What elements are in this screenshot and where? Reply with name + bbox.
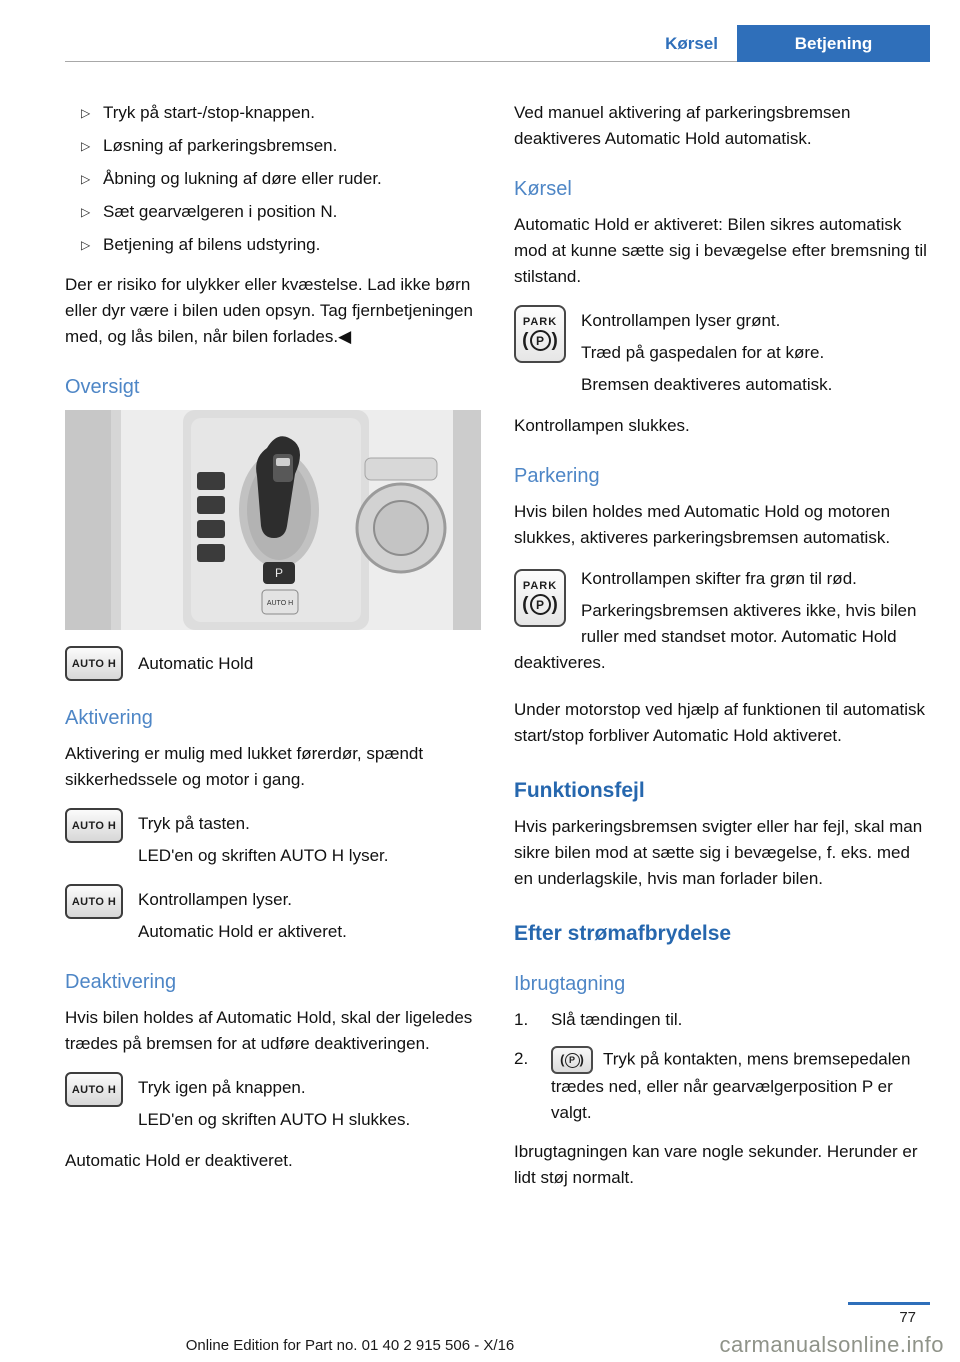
step-text: Kontrollampen skifter fra grøn til rød. bbox=[581, 569, 857, 588]
step-text: Parkeringsbremsen aktiveres ikke, hvis bilen ruller med standset motor. Automatic Hold deaktiveres. bbox=[514, 601, 917, 672]
watermark-text: carmanualsonline.info bbox=[719, 1332, 944, 1357]
right-column bbox=[514, 100, 930, 1204]
list-item bbox=[65, 199, 481, 225]
list-item bbox=[65, 133, 481, 159]
park-indicator-icon: PARK ( P ) bbox=[514, 305, 566, 363]
deactivation-intro: Hvis bilen holdes af Automatic Hold, skal der ligeledes trædes på bremsen for at udføre deaktiveringen. bbox=[65, 1008, 473, 1053]
step-text: Træd på gaspedalen for at køre. bbox=[581, 343, 825, 362]
list-item bbox=[65, 232, 481, 258]
step-text: LED'en og skriften AUTO H lyser. bbox=[138, 846, 389, 865]
svg-text:AUTO H: AUTO H bbox=[266, 600, 294, 607]
parking-brake-switch-icon: ( P ) bbox=[551, 1046, 593, 1074]
park-indicator-icon: PARK ( P ) bbox=[514, 569, 566, 627]
activation-step-1 bbox=[65, 808, 481, 869]
list-item-text: Sæt gearvælgeren i position N. bbox=[103, 202, 338, 221]
heading-funktionsfejl: Funktionsfejl bbox=[514, 779, 645, 802]
heading-koersel: Kørsel bbox=[514, 178, 572, 200]
step-text: Slå tændingen til. bbox=[551, 1010, 683, 1029]
edition-note: Online Edition for Part no. 01 40 2 915 506 - X/16 bbox=[185, 1337, 515, 1354]
driving-intro: Automatic Hold er aktiveret: Bilen sikres automatisk mod at kunne sætte sig i bevægelse efter bremsning til stilstand. bbox=[514, 215, 927, 286]
numbered-step-2 bbox=[514, 1046, 930, 1126]
triangle-bullet-icon: ▷ bbox=[81, 139, 91, 153]
caption-row bbox=[65, 646, 481, 681]
heading-oversigt: Oversigt bbox=[65, 376, 140, 398]
list-item bbox=[65, 100, 481, 126]
triangle-bullet-icon: ▷ bbox=[81, 238, 91, 252]
manual-brake-note: Ved manuel aktivering af parkeringsbremsen deaktiveres Automatic Hold automatisk. bbox=[514, 103, 851, 148]
heading-aktivering: Aktivering bbox=[65, 707, 153, 729]
step-number: 1. bbox=[514, 1010, 529, 1029]
warning-paragraph: Der er risiko for ulykker eller kvæstelse. Lad ikke børn eller dyr være i bilen uden opsyn. Tag fjernbetjeningen med, og lås bilen, når bilen forlades.◀ bbox=[65, 275, 473, 346]
page-header bbox=[65, 25, 930, 62]
image-caption: Automatic Hold bbox=[138, 653, 254, 673]
activation-step-2 bbox=[65, 884, 481, 945]
heading-parkering: Parkering bbox=[514, 465, 600, 487]
heading-efter-stroemafbrydelse: Efter strømafbrydelse bbox=[514, 922, 732, 945]
deactivation-step-1 bbox=[65, 1072, 481, 1133]
deactivation-outro: Automatic Hold er deaktiveret. bbox=[65, 1151, 293, 1170]
step-text: Tryk igen på knappen. bbox=[138, 1078, 306, 1097]
auto-h-button-icon: AUTO H bbox=[65, 808, 123, 843]
activation-intro: Aktivering er mulig med lukket førerdør, spændt sikkerhedssele og motor i gang. bbox=[65, 744, 424, 789]
step-text: Kontrollampen lyser. bbox=[138, 890, 293, 909]
chapter-tab bbox=[737, 25, 930, 62]
auto-h-button-icon: AUTO H bbox=[65, 1072, 123, 1107]
step-text: Tryk på tasten. bbox=[138, 814, 250, 833]
step-text: Tryk på kontakten, mens bremsepedalen trædes ned, eller når gearvælgerposition P er valgt. bbox=[551, 1049, 911, 1122]
left-column bbox=[65, 100, 481, 1204]
step-text: Kontrollampen lyser grønt. bbox=[581, 311, 781, 330]
numbered-step-1 bbox=[514, 1007, 930, 1033]
bullet-list bbox=[65, 100, 481, 258]
list-item-text: Åbning og lukning af døre eller ruder. bbox=[103, 169, 382, 188]
heading-ibrugtagning: Ibrugtagning bbox=[514, 973, 626, 995]
parking-intro: Hvis bilen holdes med Automatic Hold og motoren slukkes, aktiveres parkeringsbremsen automatisk. bbox=[514, 502, 891, 547]
page-footer bbox=[0, 1292, 960, 1362]
list-item bbox=[65, 166, 481, 192]
step-text: LED'en og skriften AUTO H slukkes. bbox=[138, 1110, 411, 1129]
list-item-text: Tryk på start-/stop-knappen. bbox=[103, 103, 315, 122]
page-number: 77 bbox=[899, 1309, 916, 1326]
auto-h-indicator-icon: AUTO H bbox=[65, 884, 123, 919]
heading-deaktivering: Deaktivering bbox=[65, 971, 177, 993]
page-number-rule bbox=[848, 1302, 930, 1305]
page-number-block bbox=[848, 1302, 930, 1326]
step-text: Automatic Hold er aktiveret. bbox=[138, 922, 347, 941]
triangle-bullet-icon: ▷ bbox=[81, 172, 91, 186]
breadcrumb-section: Kørsel bbox=[665, 34, 718, 53]
auto-h-button-icon: AUTO H bbox=[65, 646, 123, 681]
parking-outro: Under motorstop ved hjælp af funktionen til automatisk start/stop forbliver Automatic Hold aktiveret. bbox=[514, 700, 926, 745]
step-number: 2. bbox=[514, 1049, 529, 1068]
driving-outro: Kontrollampen slukkes. bbox=[514, 416, 690, 435]
list-item-text: Løsning af parkeringsbremsen. bbox=[103, 136, 338, 155]
triangle-bullet-icon: ▷ bbox=[81, 106, 91, 120]
driving-indicator-block bbox=[514, 305, 930, 398]
chapter-tab-label: Betjening bbox=[794, 33, 873, 53]
center-console-photo bbox=[65, 410, 481, 630]
startup-outro: Ibrugtagningen kan vare nogle sekunder. Herunder er lidt støj normalt. bbox=[514, 1142, 918, 1187]
triangle-bullet-icon: ▷ bbox=[81, 205, 91, 219]
parking-indicator-block bbox=[514, 566, 930, 682]
step-text: Bremsen deaktiveres automatisk. bbox=[581, 375, 833, 394]
two-column-body bbox=[65, 100, 931, 1204]
svg-text:P: P bbox=[274, 566, 284, 580]
list-item-text: Betjening af bilens udstyring. bbox=[103, 235, 321, 254]
malfunction-body: Hvis parkeringsbremsen svigter eller har fejl, skal man sikre bilen mod at sætte sig i bevægelse, f. eks. med en underlagskile, hvis man forlader bilen. bbox=[514, 817, 923, 888]
